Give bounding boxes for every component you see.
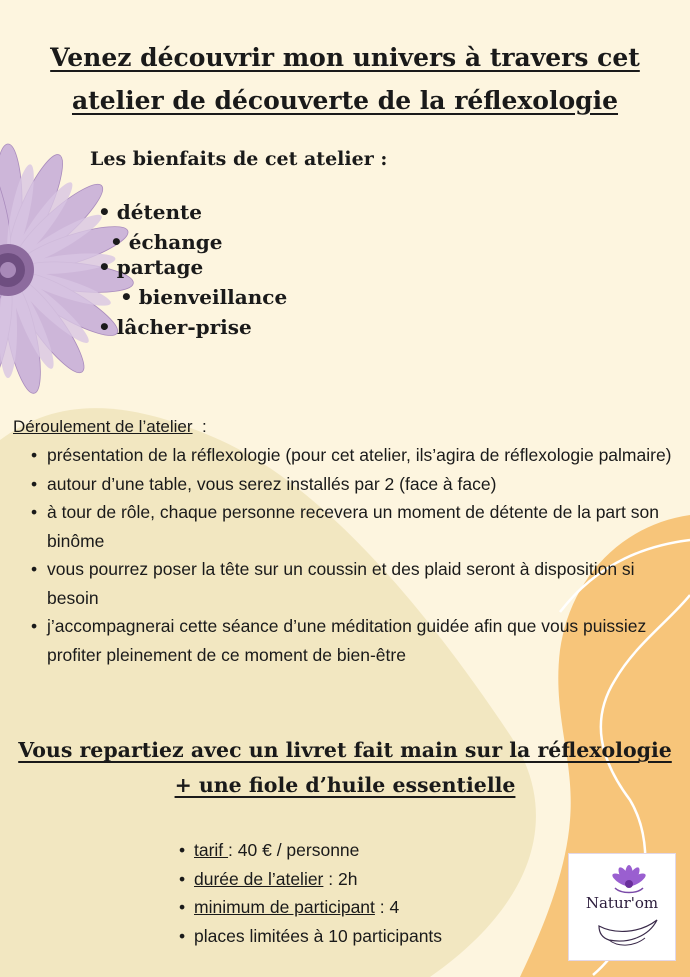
minimum-label: minimum de participant [194,897,375,917]
price-item [194,836,442,865]
steps-heading-label: Déroulement de l’atelier [13,417,193,436]
step-item: • vous pourrez poser la tête sur un coussin et des plaid seront à disposition si besoin [47,555,687,612]
benefit-item: • échange [110,230,222,254]
practical-info-list [194,836,442,950]
duration-value: : 2h [323,868,358,889]
logo-text: Natur'om [585,894,659,912]
steps-heading [13,417,207,437]
title-line-2: atelier de découverte de la réflexologie [71,86,619,115]
price-label: tarif [194,840,229,860]
price-value: : 40 € / personne [228,840,360,860]
minimum-value: : 4 [374,897,400,917]
title-line-1: Venez découvrir mon univers à travers cet [50,43,640,72]
step-item: • présentation de la réflexologie (pour cet atelier, ils’agira de réflexologie palmaire) [47,441,687,470]
takeaway-line-2: + une fiole d’huile essentielle [174,773,516,797]
step-item: • j’accompagnerai cette séance d’une méditation guidée afin que vous puissiez profiter pleinement de ce moment de bien-être [47,612,687,669]
minimum-item [194,893,442,922]
naturom-logo [568,853,676,961]
step-item: • autour d’une table, vous serez installés par 2 (face à face) [47,470,687,499]
duration-label: durée de l’atelier [194,868,324,889]
takeaway-heading [0,733,690,803]
benefit-item: • détente [98,200,202,224]
benefit-item: • lâcher-prise [98,315,252,339]
steps-heading-suffix: : [192,417,207,436]
takeaway-line-1: Vous repartiez avec un livret fait main sur la réflexologie [18,738,672,762]
places-item: • places limitées à 10 participants [194,922,442,951]
duration-item [194,865,442,894]
benefit-item: • partage [98,255,203,279]
benefits-heading: Les bienfaits de cet atelier : [90,148,388,170]
benefit-item: • bienveillance [120,285,287,309]
page-title [20,36,670,122]
steps-list [47,441,687,669]
step-item: • à tour de rôle, chaque personne recevera un moment de détente de la part son binôme [47,498,687,555]
